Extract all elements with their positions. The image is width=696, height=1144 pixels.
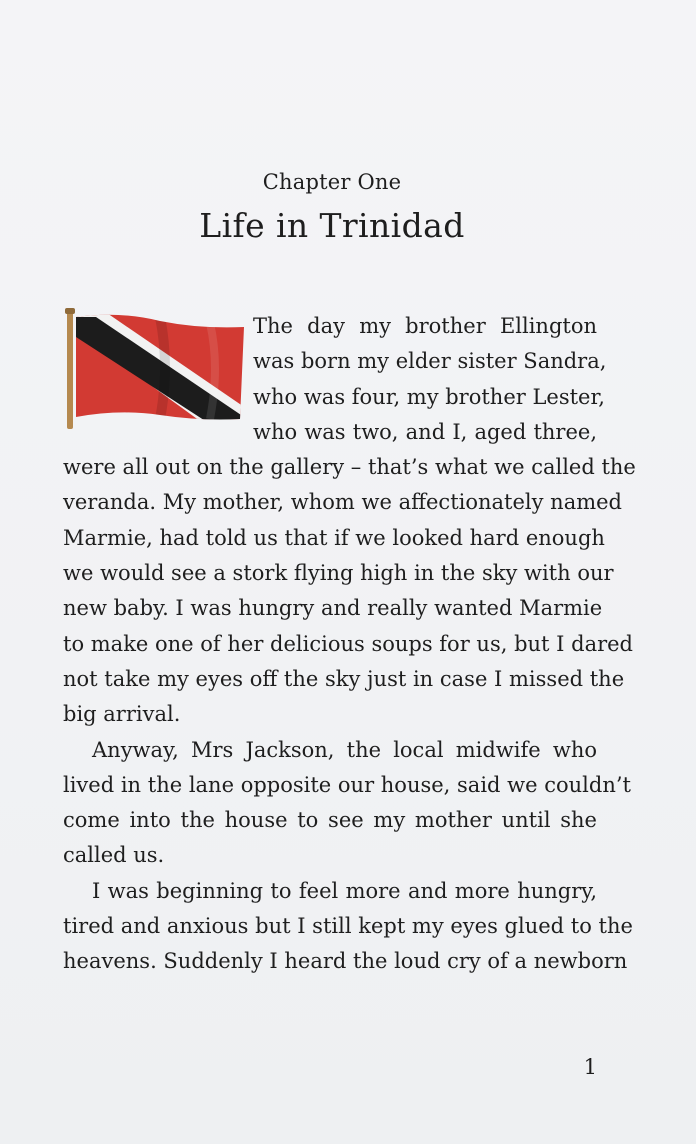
text-line: I was beginning to feel more and more hungry,: [92, 878, 597, 903]
text-line: Marmie, had told us that if we looked hard enough: [63, 525, 605, 550]
text-line: was born my elder sister Sandra,: [253, 349, 607, 374]
text-line: new baby. I was hungry and really wanted Marmie: [63, 596, 603, 621]
text-line: to make one of her delicious soups for us, but I dared: [63, 631, 633, 656]
text-line: come into the house to see my mother until she: [63, 808, 597, 833]
chapter-title: Life in Trinidad: [199, 206, 465, 245]
text-line: we would see a stork flying high in the sky with our: [63, 561, 614, 586]
text-line: not take my eyes off the sky just in case I missed the: [63, 666, 625, 691]
text-line: who was two, and I, aged three,: [253, 419, 597, 444]
text-line: called us.: [63, 843, 165, 868]
text-line: The day my brother Ellington: [253, 314, 597, 338]
text-line: were all out on the gallery – that’s what we called the: [63, 455, 636, 480]
text-line: tired and anxious but I still kept my eyes glued to the: [63, 914, 633, 939]
text-line: heavens. Suddenly I heard the loud cry of a newborn: [63, 949, 628, 974]
text-line: lived in the lane opposite our house, said we couldn’t: [63, 772, 631, 797]
page-number: 1: [583, 1055, 597, 1079]
chapter-body: [63, 309, 636, 980]
text-line: Anyway, Mrs Jackson, the local midwife who: [92, 737, 597, 762]
chapter-label: Chapter One: [262, 170, 402, 194]
text-line: veranda. My mother, whom we affectionately named: [63, 490, 622, 515]
text-line: who was four, my brother Lester,: [253, 384, 605, 409]
text-line: big arrival.: [63, 702, 181, 727]
